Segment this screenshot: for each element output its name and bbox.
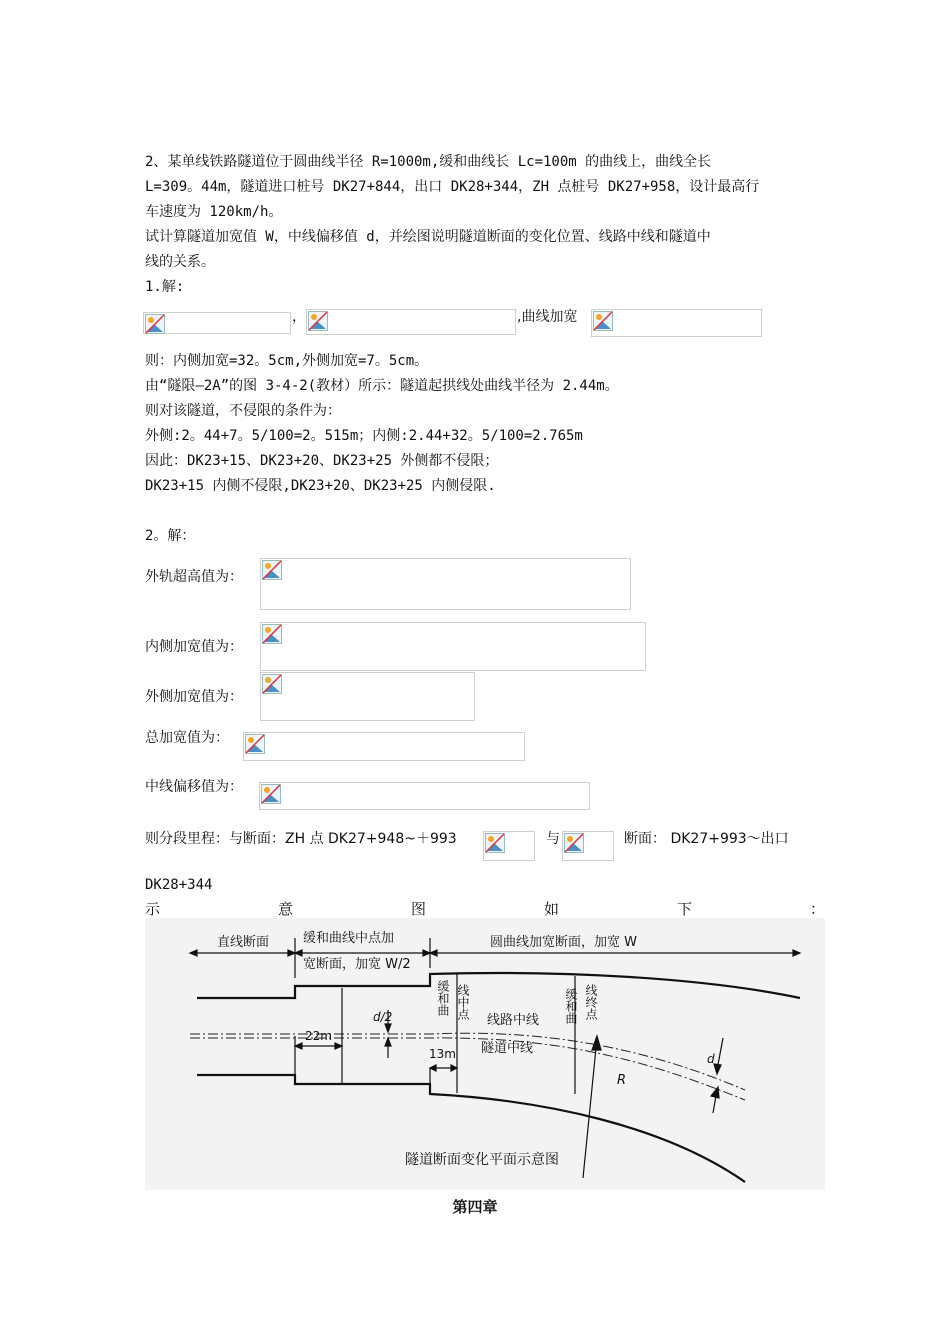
tunnel-figure bbox=[145, 918, 825, 1190]
broken-image-icon bbox=[261, 784, 281, 804]
sketch-intro bbox=[145, 898, 825, 919]
exit-mileage: DK28+344 bbox=[145, 877, 213, 893]
result-line-6: DK23+15 内侧不侵限,DK23+20、DK23+25 内侧侵限. bbox=[145, 478, 496, 494]
result-line-5: 因此：DK23+15、DK23+20、DK23+25 外侧都不侵限； bbox=[145, 453, 499, 469]
label-R: R bbox=[617, 1073, 627, 1088]
result-line-4: 外侧:2。44+7。5/100=2。515m；内侧:2.44+32。5/100=2.765m bbox=[145, 428, 583, 444]
label-midpoint-1: 缓和曲线中点加 bbox=[303, 931, 395, 946]
tunnel-diagram bbox=[145, 918, 825, 1190]
formula-image-total bbox=[243, 732, 525, 761]
tunnel-outer-wall bbox=[197, 973, 800, 998]
sketch-char: ： bbox=[809, 900, 825, 918]
label-route-centerline: 线路中线 bbox=[487, 1013, 540, 1028]
label-d: d bbox=[707, 1052, 715, 1066]
result-line-1: 则：内侧加宽=32。5cm,外侧加宽=7。5cm。 bbox=[145, 353, 429, 369]
solution-1-heading: 1.解: bbox=[145, 279, 185, 295]
label-22m: 22m bbox=[305, 1029, 332, 1043]
broken-image-icon bbox=[262, 560, 282, 580]
formula-image-section-a bbox=[483, 831, 535, 861]
broken-image-icon bbox=[262, 674, 282, 694]
formula-image-outer bbox=[260, 672, 475, 721]
sketch-char: 下 bbox=[676, 900, 692, 918]
problem-line-5: 线的关系。 bbox=[145, 254, 215, 270]
superelevation-label: 外轨超高值为： bbox=[145, 569, 243, 585]
problem-line-3: 车速度为 120km/h。 bbox=[145, 204, 283, 220]
formula-image-1 bbox=[143, 312, 291, 334]
label-transition-mid-1: 缓和曲 bbox=[436, 980, 450, 1016]
formula-image-offset bbox=[259, 782, 590, 810]
outer-widening-label: 外侧加宽值为： bbox=[145, 689, 243, 705]
chapter-heading: 第四章 bbox=[452, 1198, 498, 1216]
segment-exit-text: 断面： DK27+993～出口 bbox=[624, 831, 789, 847]
broken-image-icon bbox=[485, 833, 505, 853]
broken-image-icon bbox=[593, 311, 613, 331]
result-line-3: 则对该隧道，不侵限的条件为： bbox=[145, 403, 341, 419]
segment-mileage-text: 则分段里程：与断面：ZH 点 DK27+948~＋993 bbox=[145, 831, 457, 847]
curve-widening-label: ,曲线加宽 bbox=[517, 309, 578, 325]
result-line-2: 由“隧限—2A”的图 3-4-2(教材）所示：隧道起拱线处曲线半径为 2.44m。 bbox=[145, 378, 619, 394]
broken-image-icon bbox=[245, 734, 265, 754]
problem-line-1: 2、某单线铁路隧道位于圆曲线半径 R=1000m,缓和曲线长 Lc=100m 的曲线上，曲线全长 bbox=[145, 154, 712, 170]
broken-image-icon bbox=[308, 311, 328, 331]
sketch-char: 意 bbox=[277, 900, 293, 918]
label-tunnel-centerline: 隧道中线 bbox=[481, 1041, 534, 1056]
formula-image-superelevation bbox=[260, 558, 631, 610]
solution-2-heading: 2。解： bbox=[145, 528, 196, 544]
sketch-char: 图 bbox=[410, 900, 426, 918]
label-transition-mid-2: 线中点 bbox=[456, 984, 470, 1020]
inner-widening-label: 内侧加宽值为： bbox=[145, 639, 243, 655]
separator-comma: ， bbox=[292, 309, 306, 325]
figure-title: 隧道断面变化平面示意图 bbox=[405, 1152, 559, 1168]
sketch-char: 如 bbox=[543, 900, 559, 918]
broken-image-icon bbox=[564, 833, 584, 853]
formula-image-inner bbox=[260, 622, 646, 671]
label-transition-end-2: 线终点 bbox=[584, 984, 598, 1020]
formula-image-3 bbox=[591, 309, 762, 337]
label-transition-end-1: 缓和曲 bbox=[564, 988, 578, 1024]
sketch-char: 示 bbox=[145, 900, 161, 918]
label-13m: 13m bbox=[429, 1047, 456, 1061]
route-centerline bbox=[190, 1033, 745, 1090]
formula-image-2 bbox=[306, 309, 516, 335]
label-straight-section: 直线断面 bbox=[217, 935, 270, 950]
problem-line-4: 试计算隧道加宽值 W，中线偏移值 d，并绘图说明隧道断面的变化位置、线路中线和隧道中 bbox=[145, 229, 711, 245]
formula-image-section-b bbox=[562, 831, 614, 861]
centerline-offset-label: 中线偏移值为： bbox=[145, 779, 243, 795]
tunnel-centerline bbox=[190, 1038, 745, 1100]
problem-line-2: L=309。44m，隧道进口桩号 DK27+844，出口 DK28+344，ZH 点桩号 DK27+958，设计最高行 bbox=[145, 179, 760, 195]
label-midpoint-2: 宽断面，加宽 W/2 bbox=[303, 957, 411, 972]
broken-image-icon bbox=[262, 624, 282, 644]
total-widening-label: 总加宽值为： bbox=[145, 730, 229, 746]
label-circular-section: 圆曲线加宽断面，加宽 W bbox=[490, 935, 637, 950]
broken-image-icon bbox=[145, 314, 165, 334]
label-d2: d/2 bbox=[373, 1010, 393, 1024]
segment-and: 与 bbox=[546, 831, 560, 847]
